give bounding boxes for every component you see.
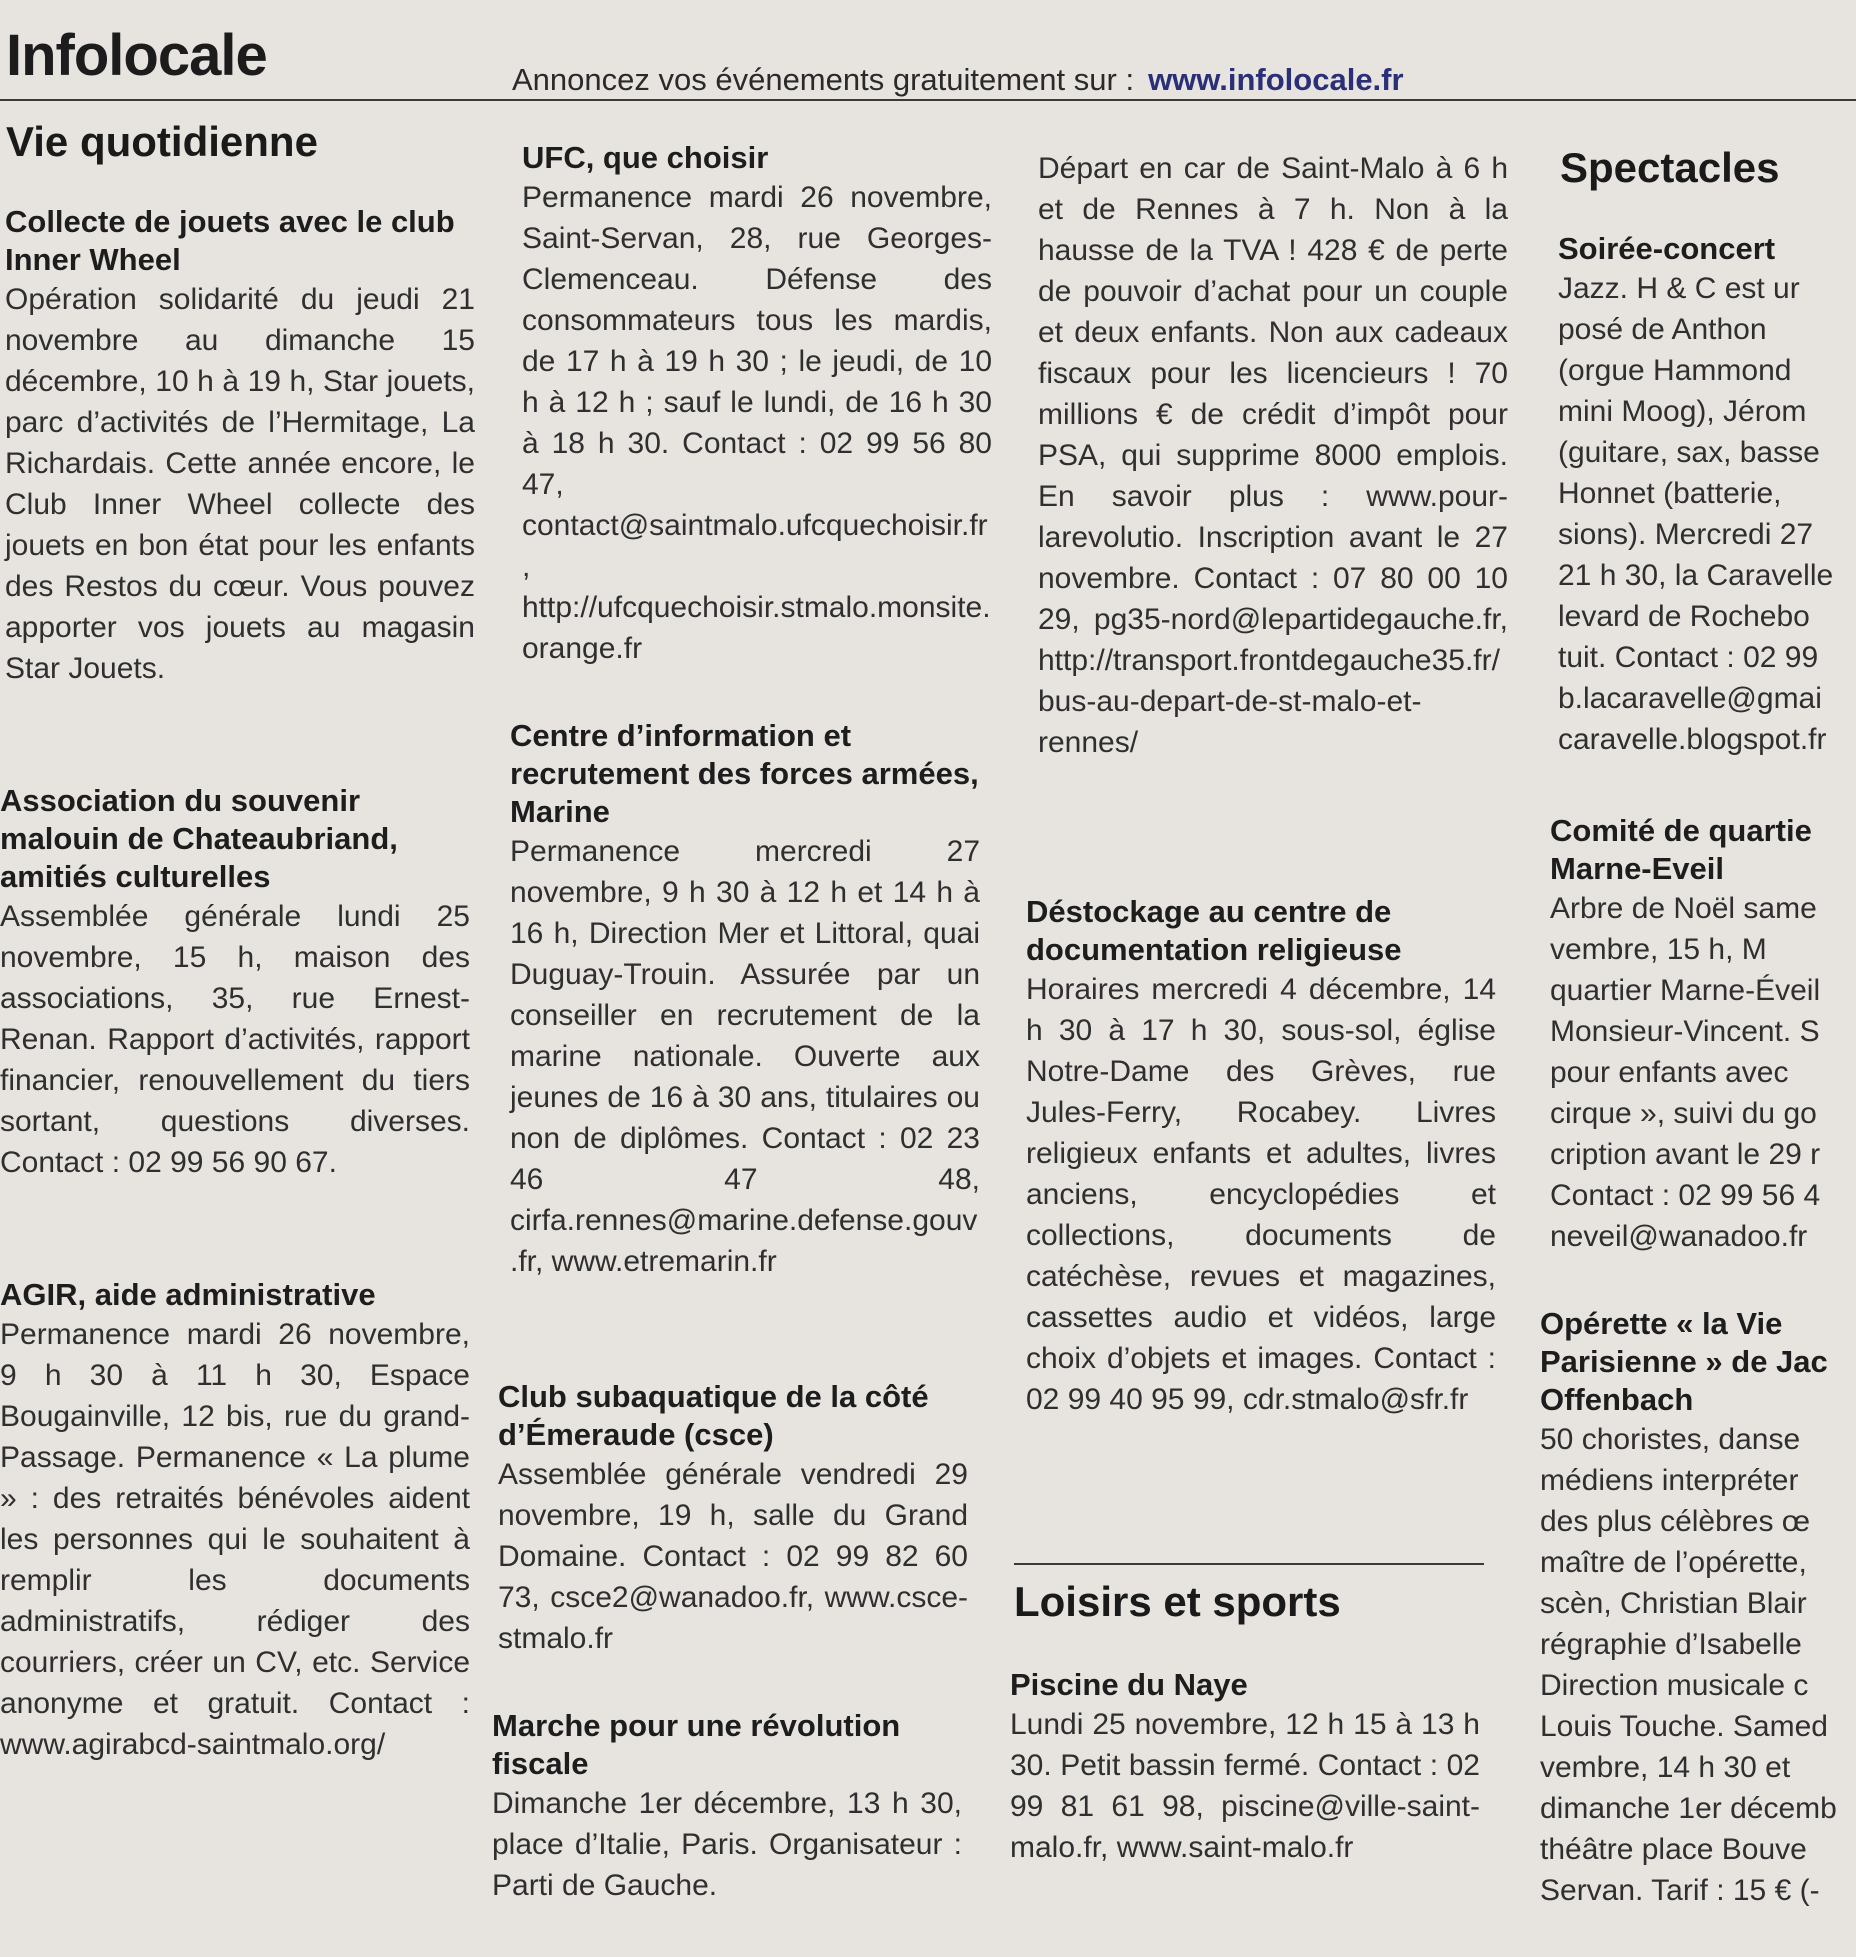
article-cirfa (510, 717, 980, 1282)
article-collecte-jouets (5, 203, 475, 689)
line: dimanche 1er décemb (1540, 1792, 1837, 1825)
line: cription avant le 29 r (1550, 1138, 1821, 1171)
line: sions). Mercredi 27 (1558, 518, 1814, 551)
article-ufc (522, 139, 992, 669)
line: tuit. Contact : 02 99 (1558, 641, 1819, 674)
line: Honnet (batterie, (1558, 477, 1782, 510)
article-operette (1540, 1305, 1856, 1911)
article-body: Départ en car de Saint-Malo à 6 h et de Rennes à 7 h. Non à la hausse de la TVA ! 428 € de perte de pouvoir d’achat pour un couple et deux enfants. Non aux cadeaux fiscaux pour les licencieurs ! 70 millions € de crédit d’impôt pour PSA, qui supprime 8000 emplois. En savoir plus : www.pour-larevolutio. Inscription avant le 27 novembre. Contact : 07 80 00 10 29, pg35-nord@lepartidegauche.fr, http://transport.frontdegauche35.fr/bus-au-depart-de-st-malo-et-rennes/ (1038, 152, 1508, 759)
article-title: Club subaquatique de la côté d’Émeraude (csce) (498, 1379, 929, 1452)
article-title: Marche pour une révolution fiscale (492, 1708, 901, 1781)
line: posé de Anthon (1558, 313, 1767, 346)
line: Monsieur-Vincent. S (1550, 1015, 1820, 1048)
article-body: Permanence mercredi 27 novembre, 9 h 30 à 12 h et 14 h à 16 h, Direction Mer et Littoral, quai Duguay-Trouin. Assurée par un conseiller en recrutement de la marine nationale. Ouverte aux jeunes de 16 à 30 ans, titulaires ou non de diplômes. Contact : 02 23 46 47 48, cirfa.rennes@marine.defense.gouv.fr, www.etremarin.fr (510, 835, 980, 1278)
article-body: Lundi 25 novembre, 12 h 15 à 13 h 30. Petit bassin fermé. Contact : 02 99 81 61 98, piscine@ville-saint-malo.fr, www.saint-malo.fr (1010, 1708, 1480, 1864)
article-title-line: Marne-Eveil (1550, 851, 1725, 886)
article-title-line: Opérette « la Vie (1540, 1306, 1783, 1341)
line: caravelle.blogspot.fr (1558, 723, 1827, 756)
line: médiens interpréter (1540, 1464, 1799, 1497)
line: des plus célèbres œ (1540, 1505, 1811, 1538)
site-link[interactable]: www.infolocale.fr (1148, 62, 1404, 97)
tagline-text: Annoncez vos événements gratuitement sur : (512, 62, 1135, 97)
column-4 (1540, 0, 1856, 1957)
line: Jazz. H & C est ur (1558, 272, 1800, 305)
line: mini Moog), Jérom (1558, 395, 1807, 428)
article-title-line: Parisienne » de Jac (1540, 1344, 1828, 1379)
article-comite-quartier (1550, 812, 1856, 1257)
line: vembre, 14 h 30 et (1540, 1751, 1791, 1784)
article-marche-revolution (492, 1707, 962, 1906)
article-title: Soirée-concert (1558, 231, 1776, 266)
article-title: Association du souvenir malouin de Chateaubriand, amitiés culturelles (0, 783, 398, 894)
article-body: Opération solidarité du jeudi 21 novembre au dimanche 15 décembre, 10 h à 19 h, Star jouets, parc d’activités de l’Hermitage, La Richardais. Cette année encore, le Club Inner Wheel collecte des jouets en bon état pour les enfants des Restos du cœur. Vous pouvez apporter vos jouets au magasin Star Jouets. (5, 283, 475, 685)
line: scèn, Christian Blair (1540, 1587, 1807, 1620)
line: régraphie d’Isabelle (1540, 1628, 1802, 1661)
line: vembre, 15 h, M (1550, 933, 1767, 966)
article-soiree-concert (1558, 230, 1856, 760)
line: pour enfants avec (1550, 1056, 1789, 1089)
line: théâtre place Bouve (1540, 1833, 1807, 1866)
article-body: Dimanche 1er décembre, 13 h 30, place d’Italie, Paris. Organisateur : Parti de Gauche. (492, 1787, 962, 1902)
line: Direction musicale c (1540, 1669, 1809, 1702)
line: Servan. Tarif : 15 € (- (1540, 1874, 1820, 1907)
section-title-spectacles: Spectacles (1560, 144, 1780, 191)
article-title-line: Comité de quartie (1550, 813, 1812, 848)
article-body: Horaires mercredi 4 décembre, 14 h 30 à 17 h 30, sous-sol, église Notre-Dame des Grèves, rue Jules-Ferry, Rocabey. Livres religieux enfants et adultes, livres anciens, encyclopédies et collections, documents de catéchèse, revues et magazines, cassettes audio et vidéos, large choix d’objets et images. Contact : 02 99 40 95 99, cdr.stmalo@sfr.fr (1026, 973, 1496, 1416)
article-agir (0, 1276, 470, 1765)
line: 50 choristes, danse (1540, 1423, 1801, 1456)
article-destockage (1026, 893, 1496, 1420)
article-body: Permanence mardi 26 novembre, Saint-Servan, 28, rue Georges-Clemenceau. Défense des consommateurs tous les mardis, de 17 h à 19 h 30 ; le jeudi, de 10 h à 12 h ; sauf le lundi, de 16 h 30 à 18 h 30. Contact : 02 99 56 80 47, contact@saintmalo.ufcquechoisir.fr, http://ufcquechoisir.stmalo.monsite.orange.fr (522, 181, 992, 665)
article-body: Assemblée générale lundi 25 novembre, 15 h, maison des associations, 35, rue Ernest-Renan. Rapport d’activités, rapport financier, renouvellement du tiers sortant, questions diverses. Contact : 02 99 56 90 67. (0, 900, 470, 1179)
article-body: Permanence mardi 26 novembre, 9 h 30 à 11 h 30, Espace Bougainville, 12 bis, rue du grand-Passage. Permanence « La plume » : des retraités bénévoles aident les personnes qui le souhaitent à remplir les documents administratifs, rédiger des courriers, créer un CV, etc. Service anonyme et gratuit. Contact : www.agirabcd-saintmalo.org/ (0, 1318, 470, 1761)
article-club-subaquatique (498, 1378, 968, 1659)
line: neveil@wanadoo.fr (1550, 1220, 1808, 1253)
article-body: Assemblée générale vendredi 29 novembre, 19 h, salle du Grand Domaine. Contact : 02 99 82 60 73, csce2@wanadoo.fr, www.csce-stmalo.fr (498, 1458, 968, 1655)
brand-title: Infolocale (6, 23, 267, 88)
line: levard de Rochebo (1558, 600, 1810, 633)
line: quartier Marne-Éveil (1550, 974, 1821, 1007)
article-title: AGIR, aide administrative (0, 1277, 376, 1312)
article-piscine-naye (1010, 1666, 1480, 1868)
line: cirque », suivi du go (1550, 1097, 1817, 1130)
section-title-vie-quotidienne: Vie quotidienne (6, 118, 318, 165)
article-chateaubriand (0, 782, 470, 1183)
line: b.lacaravelle@gmai (1558, 682, 1822, 715)
line: (orgue Hammond (1558, 354, 1792, 387)
section-rule (1014, 1563, 1484, 1565)
article-title: Déstockage au centre de documentation religieuse (1026, 894, 1402, 967)
article-title: Centre d’information et recrutement des forces armées, Marine (510, 718, 979, 829)
section-title-loisirs-sports: Loisirs et sports (1014, 1578, 1341, 1625)
line: maître de l’opérette, (1540, 1546, 1807, 1579)
line: Arbre de Noël same (1550, 892, 1817, 925)
line: (guitare, sax, basse (1558, 436, 1820, 469)
article-title: UFC, que choisir (522, 140, 769, 175)
article-title: Piscine du Naye (1010, 1667, 1248, 1702)
line: Contact : 02 99 56 4 (1550, 1179, 1821, 1212)
line: Louis Touche. Samed (1540, 1710, 1828, 1743)
article-title: Collecte de jouets avec le club Inner Wheel (5, 204, 455, 277)
tagline (512, 62, 1404, 98)
line: 21 h 30, la Caravelle (1558, 559, 1834, 592)
article-marche-suite (1038, 148, 1508, 763)
article-title-line: Offenbach (1540, 1382, 1694, 1417)
